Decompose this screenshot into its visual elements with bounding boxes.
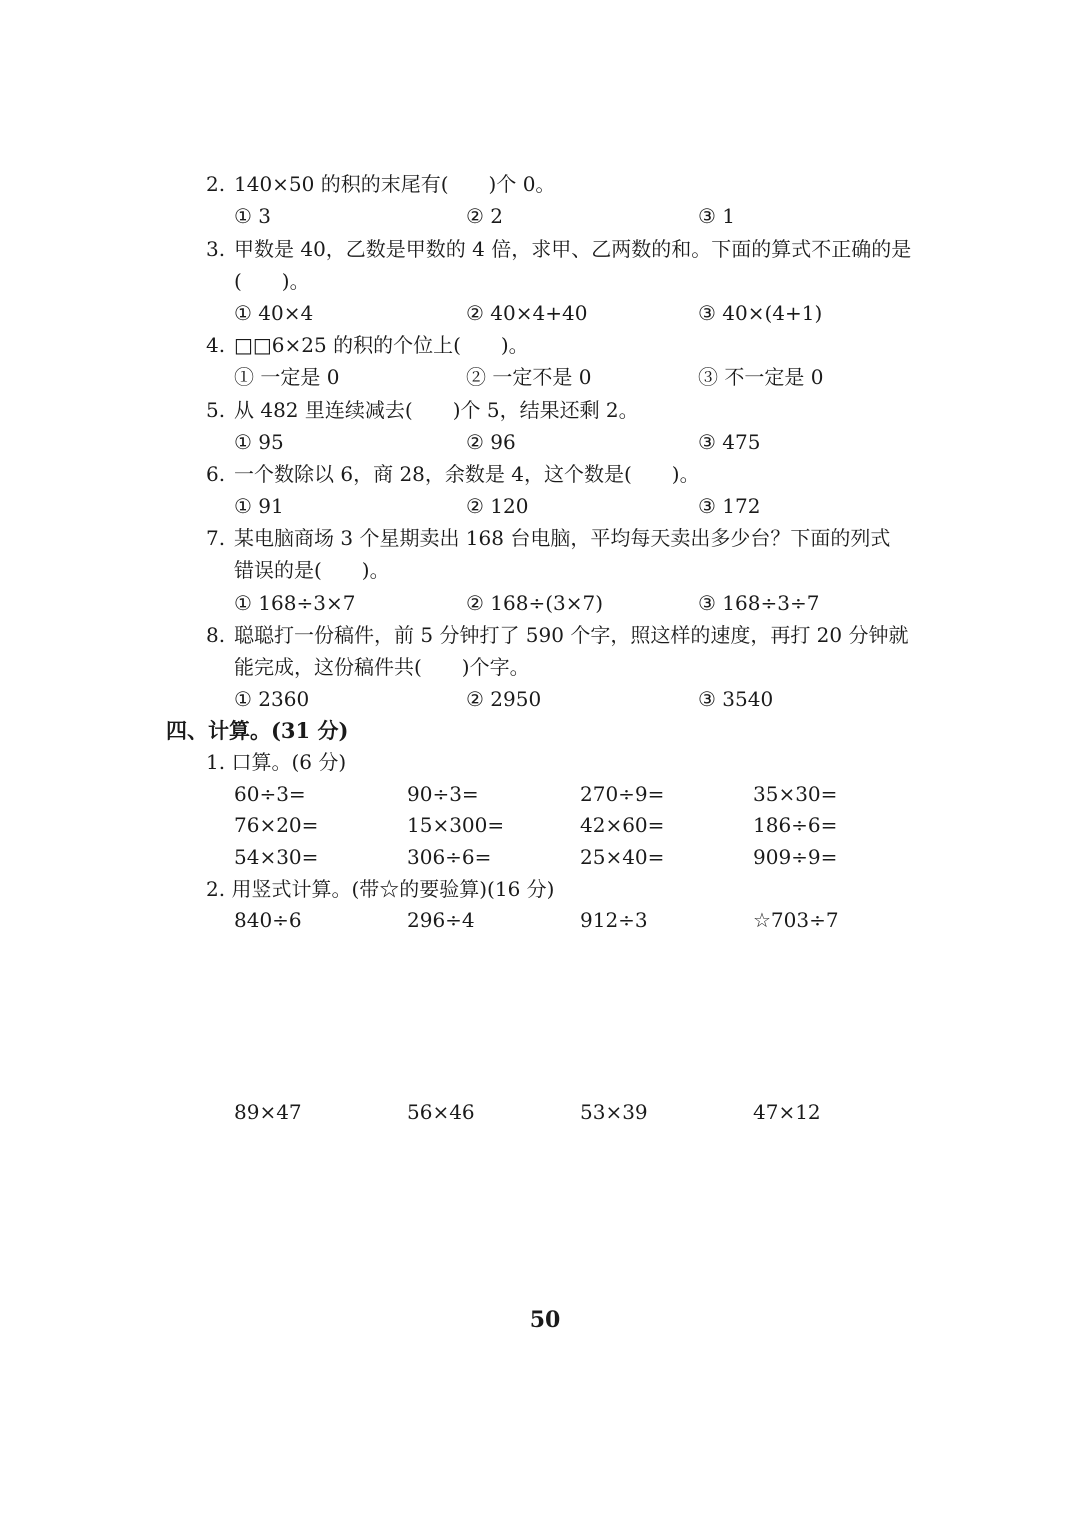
question-number: 6.: [206, 462, 226, 486]
question-5: [206, 394, 936, 426]
option-2[interactable]: ② 168÷(3×7): [466, 591, 604, 615]
question-6: [206, 458, 936, 490]
question-number: 5.: [206, 398, 226, 422]
question-3: [206, 233, 936, 297]
vertical-item: 296÷4: [407, 908, 475, 932]
option-2[interactable]: ② 一定不是 0: [466, 365, 592, 389]
question-text: 140×50 的积的末尾有( )个 0。: [234, 172, 556, 196]
vertical-item: 47×12: [753, 1100, 821, 1124]
option-1[interactable]: ① 3: [234, 204, 272, 228]
oral-item: 54×30=: [234, 845, 319, 869]
question-number: 7.: [206, 526, 226, 550]
vertical-calc-title: 2. 用竖式计算。(带☆的要验算)(16 分): [206, 877, 555, 901]
option-3[interactable]: ③ 172: [698, 494, 761, 518]
question-number: 8.: [206, 623, 226, 647]
vertical-item: 53×39: [580, 1100, 648, 1124]
option-3[interactable]: ③ 3540: [698, 687, 774, 711]
oral-item: 909÷9=: [753, 845, 838, 869]
question-text-continued: 错误的是( )。: [234, 558, 390, 582]
question-number: 4.: [206, 333, 226, 357]
option-3[interactable]: ③ 1: [698, 204, 736, 228]
question-7: [206, 522, 936, 586]
oral-item: 76×20=: [234, 813, 319, 837]
option-1[interactable]: ① 一定是 0: [234, 365, 340, 389]
oral-item: 25×40=: [580, 845, 665, 869]
vertical-item: 89×47: [234, 1100, 302, 1124]
section-4-title: 四、计算。(31 分): [166, 718, 349, 743]
option-1[interactable]: ① 91: [234, 494, 284, 518]
question-text: 某电脑商场 3 个星期卖出 168 台电脑，平均每天卖出多少台？下面的列式: [234, 526, 891, 550]
page-number: 50: [529, 1307, 561, 1333]
question-text-continued: 能完成，这份稿件共( )个字。: [234, 655, 530, 679]
oral-item: 35×30=: [753, 782, 838, 806]
question-number: 3.: [206, 237, 226, 261]
question-text: □□6×25 的积的个位上( )。: [234, 333, 529, 357]
option-2[interactable]: ② 96: [466, 430, 516, 454]
option-1[interactable]: ① 2360: [234, 687, 310, 711]
oral-item: 90÷3=: [407, 782, 479, 806]
question-text: 甲数是 40，乙数是甲数的 4 倍，求甲、乙两数的和。下面的算式不正确的是: [234, 237, 912, 261]
question-4: [206, 329, 936, 361]
question-text-continued: ( )。: [234, 269, 310, 293]
vertical-item: 912÷3: [580, 908, 648, 932]
option-1[interactable]: ① 95: [234, 430, 284, 454]
option-3[interactable]: ③ 不一定是 0: [698, 365, 824, 389]
option-1[interactable]: ① 168÷3×7: [234, 591, 356, 615]
oral-item: 60÷3=: [234, 782, 306, 806]
oral-item: 186÷6=: [753, 813, 838, 837]
oral-item: 15×300=: [407, 813, 505, 837]
option-2[interactable]: ② 120: [466, 494, 529, 518]
option-3[interactable]: ③ 168÷3÷7: [698, 591, 820, 615]
oral-calc-title: 1. 口算。(6 分): [206, 750, 347, 774]
question-number: 2.: [206, 172, 226, 196]
question-8: [206, 619, 936, 683]
oral-item: 270÷9=: [580, 782, 665, 806]
vertical-item: 840÷6: [234, 908, 302, 932]
oral-item: 306÷6=: [407, 845, 492, 869]
option-3[interactable]: ③ 40×(4+1): [698, 301, 823, 325]
question-2: [206, 168, 936, 200]
question-text: 一个数除以 6，商 28，余数是 4，这个数是( )。: [234, 462, 700, 486]
vertical-item: 56×46: [407, 1100, 475, 1124]
question-text: 聪聪打一份稿件，前 5 分钟打了 590 个字，照这样的速度，再打 20 分钟就: [234, 623, 909, 647]
vertical-item: ☆703÷7: [753, 908, 839, 932]
oral-item: 42×60=: [580, 813, 665, 837]
option-1[interactable]: ① 40×4: [234, 301, 314, 325]
question-text: 从 482 里连续减去( )个 5，结果还剩 2。: [234, 398, 639, 422]
option-2[interactable]: ② 2950: [466, 687, 542, 711]
option-3[interactable]: ③ 475: [698, 430, 761, 454]
option-2[interactable]: ② 2: [466, 204, 504, 228]
option-2[interactable]: ② 40×4+40: [466, 301, 588, 325]
